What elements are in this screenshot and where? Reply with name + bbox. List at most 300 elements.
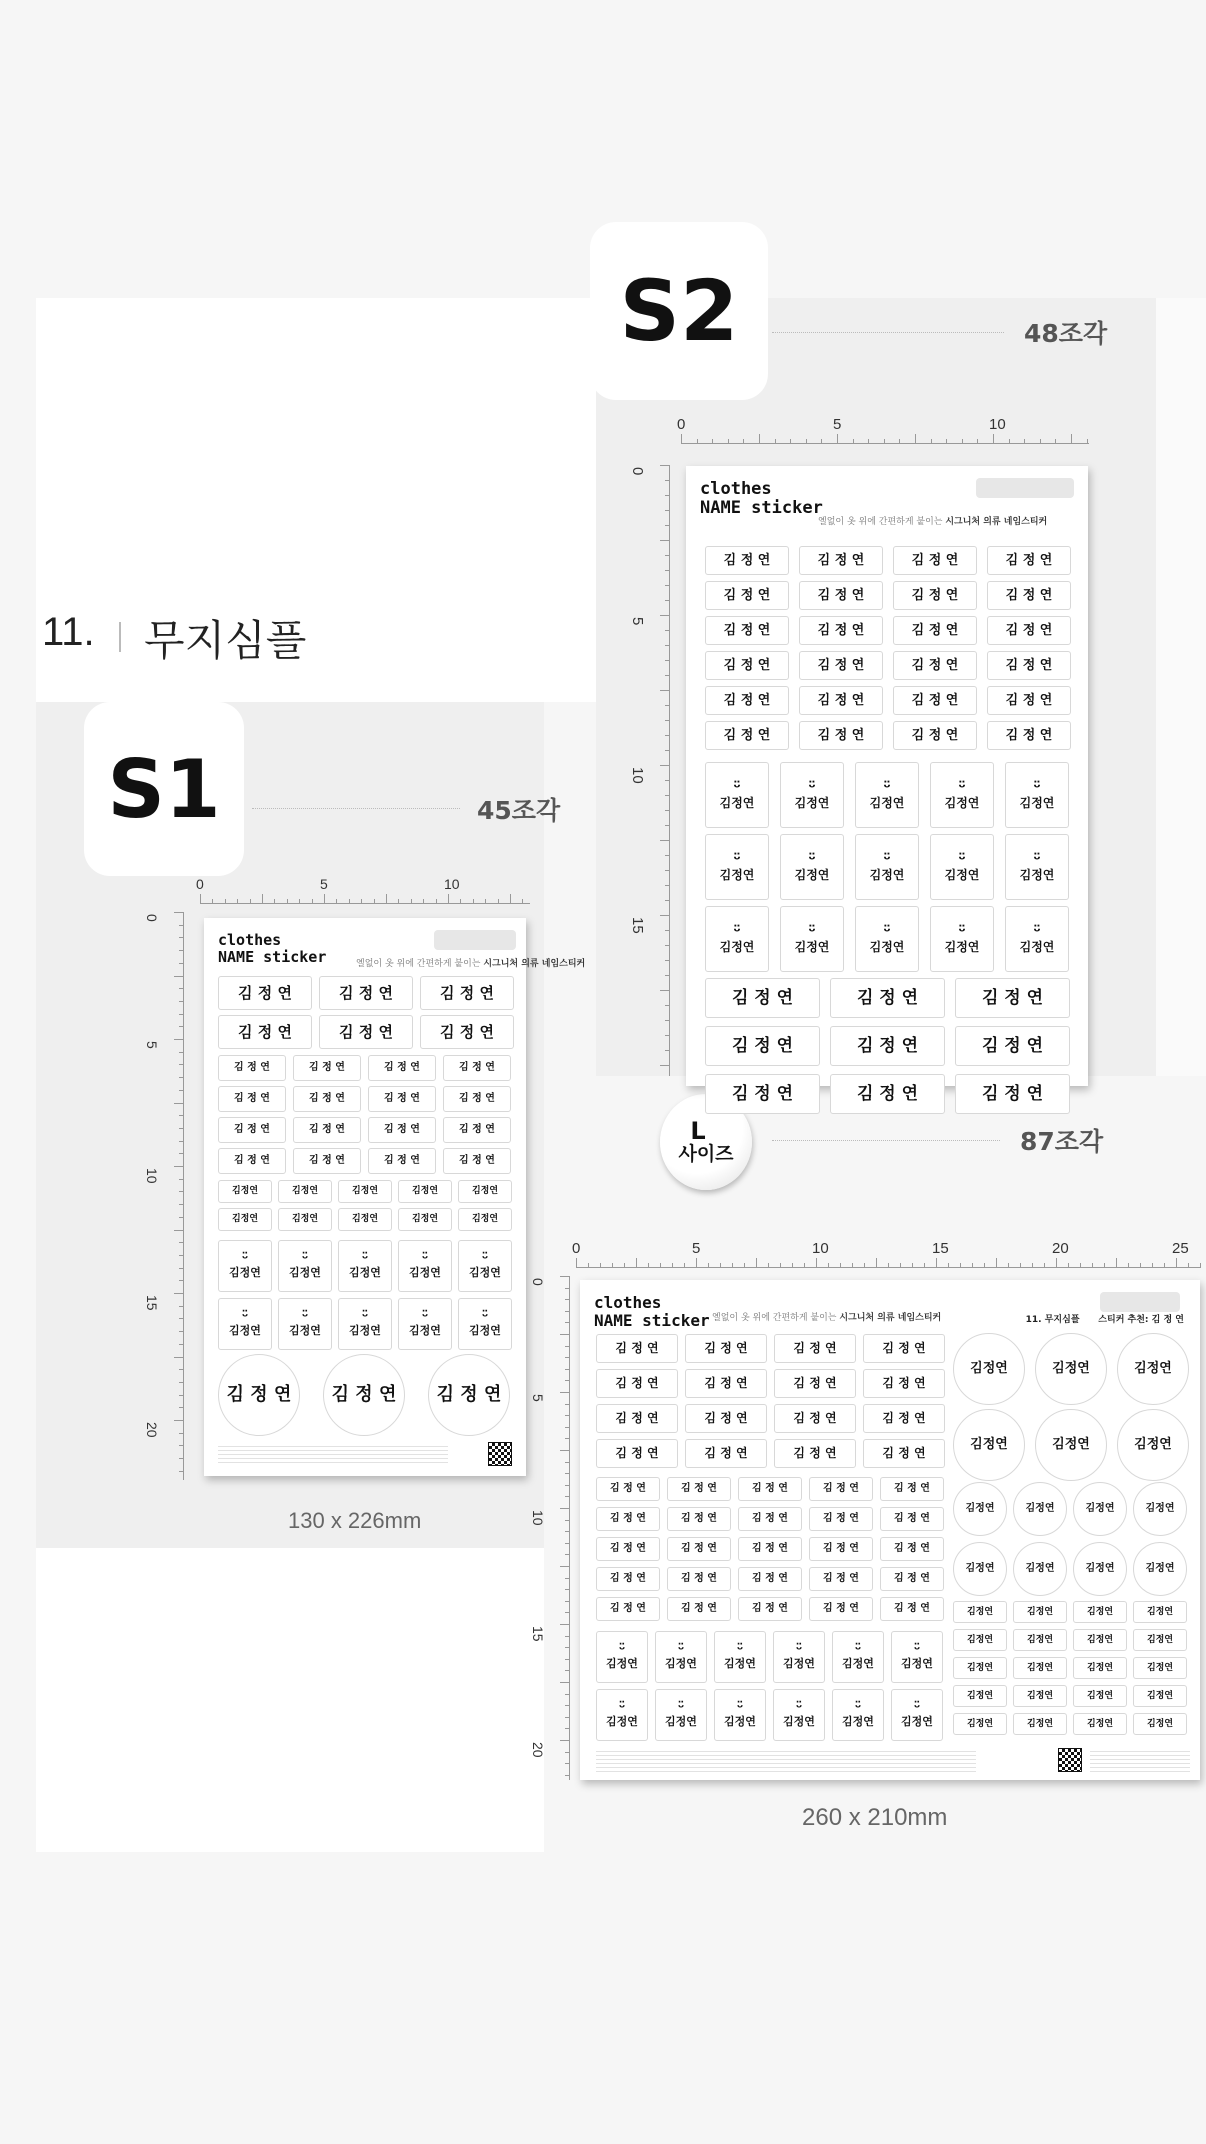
ruler-label: 25 xyxy=(1172,1240,1189,1257)
ruler-tick xyxy=(565,1543,570,1544)
sticker-name: 김 정 연 xyxy=(911,727,959,743)
ruler-tick xyxy=(732,1263,733,1268)
ruler-tick xyxy=(565,1775,570,1776)
ruler-tick xyxy=(179,1191,184,1192)
name-sticker xyxy=(953,1657,1007,1679)
sticker-name: 김정연 xyxy=(469,1324,501,1338)
ruler-tick xyxy=(179,1026,184,1027)
name-sticker xyxy=(880,1597,944,1621)
round-name-sticker xyxy=(1013,1542,1067,1596)
sticker-name: 김정연 xyxy=(1086,1690,1114,1701)
ruler-label: 15 xyxy=(530,1626,546,1642)
name-sticker xyxy=(809,1477,873,1501)
sticker-name: 김정연 xyxy=(966,1662,994,1673)
sticker-name: 김 정 연 xyxy=(681,1513,717,1524)
name-sticker xyxy=(596,1439,678,1468)
smile-icon: ᵕ̈ xyxy=(1033,921,1041,941)
name-sticker xyxy=(705,1074,820,1114)
ruler-tick xyxy=(665,930,670,931)
sticker-name: 김 정 연 xyxy=(610,1543,646,1554)
name-sticker xyxy=(955,1026,1070,1066)
ruler-tick xyxy=(576,1258,577,1268)
ruler-tick xyxy=(665,705,670,706)
name-sticker xyxy=(863,1404,945,1433)
sticker-name: 김 정 연 xyxy=(752,1513,788,1524)
smile-name-sticker xyxy=(1005,834,1069,900)
ruler-tick xyxy=(1071,434,1072,444)
sticker-name: 김정연 xyxy=(1026,1690,1054,1701)
smile-name-sticker xyxy=(278,1240,332,1292)
ruler-label: 20 xyxy=(1052,1240,1069,1257)
round-name-sticker xyxy=(953,1409,1025,1481)
sticker-name: 김정연 xyxy=(965,1503,995,1514)
ruler-tick xyxy=(660,615,670,616)
smile-icon: ᵕ̈ xyxy=(241,1309,249,1326)
name-sticker xyxy=(893,616,977,645)
name-sticker xyxy=(705,581,789,610)
sticker-name: 김 정 연 xyxy=(1005,622,1053,638)
name-sticker xyxy=(458,1208,512,1231)
ruler-tick xyxy=(174,1420,184,1421)
smile-icon: ᵕ̈ xyxy=(958,849,966,869)
l-left-ruler xyxy=(530,1276,570,1780)
ruler-tick xyxy=(821,439,822,444)
ruler-tick xyxy=(660,765,670,766)
sticker-name: 김 정 연 xyxy=(723,727,771,743)
smile-name-sticker xyxy=(398,1298,452,1350)
sticker-name: 김정연 xyxy=(1146,1718,1174,1729)
ruler-tick xyxy=(565,1554,570,1555)
sticker-name: 김 정 연 xyxy=(309,1155,345,1166)
qr-code-icon xyxy=(488,1442,512,1466)
ruler-tick xyxy=(179,950,184,951)
sticker-name: 김정연 xyxy=(966,1718,994,1729)
ruler-tick xyxy=(1140,1263,1141,1268)
sticker-name: 김 정 연 xyxy=(817,727,865,743)
name-sticker xyxy=(809,1537,873,1561)
ruler-tick xyxy=(485,899,486,904)
sheet-title-line2: NAME sticker xyxy=(218,948,327,966)
name-sticker xyxy=(987,546,1071,575)
smile-icon: ᵕ̈ xyxy=(733,777,741,797)
ruler-tick xyxy=(665,1020,670,1021)
ruler-tick xyxy=(565,1670,570,1671)
name-sticker xyxy=(368,1148,436,1174)
smile-icon: ᵕ̈ xyxy=(677,1700,685,1717)
s2-badge xyxy=(590,222,768,400)
ruler-tick xyxy=(565,1346,570,1347)
sticker-name: 김 정 연 xyxy=(610,1573,646,1584)
ruler-label: 5 xyxy=(530,1394,546,1402)
name-sticker xyxy=(1133,1629,1187,1651)
ruler-tick xyxy=(565,1496,570,1497)
sticker-name: 김정연 xyxy=(1146,1690,1174,1701)
name-sticker xyxy=(420,976,514,1010)
ruler-tick xyxy=(665,855,670,856)
ruler-tick xyxy=(665,900,670,901)
name-sticker xyxy=(667,1567,731,1591)
ruler-tick xyxy=(665,885,670,886)
sheet-description-bold: 시그니처 의류 네임스티커 xyxy=(945,517,1048,527)
sticker-name: 김정연 xyxy=(665,1715,697,1729)
smile-icon: ᵕ̈ xyxy=(241,1251,249,1268)
ruler-tick xyxy=(565,1601,570,1602)
sticker-name: 김 정 연 xyxy=(681,1543,717,1554)
ruler-tick xyxy=(565,1380,570,1381)
l-size-label: 260 x 210mm xyxy=(802,1804,948,1831)
name-sticker xyxy=(863,1334,945,1363)
ruler-tick xyxy=(1068,1263,1069,1268)
name-sticker xyxy=(799,721,883,750)
ruler-tick xyxy=(565,1357,570,1358)
sticker-name: 김 정 연 xyxy=(894,1543,930,1554)
sticker-name: 김 정 연 xyxy=(234,1155,270,1166)
smile-name-sticker xyxy=(891,1631,943,1683)
ruler-tick xyxy=(560,1276,570,1277)
s1-left-ruler xyxy=(144,912,184,1480)
name-sticker xyxy=(1073,1713,1127,1735)
name-sticker xyxy=(830,1074,945,1114)
ruler-tick xyxy=(728,439,729,444)
ruler-tick xyxy=(565,1636,570,1637)
ruler-tick xyxy=(179,1331,184,1332)
sticker-name: 김정연 xyxy=(1134,1437,1172,1453)
ruler-tick xyxy=(768,1263,769,1268)
ruler-tick xyxy=(179,1344,184,1345)
round-name-sticker xyxy=(1133,1542,1187,1596)
sticker-name: 김 정 연 xyxy=(894,1513,930,1524)
ruler-tick xyxy=(1188,1263,1189,1268)
sticker-name: 김정연 xyxy=(869,939,905,954)
ruler-tick xyxy=(1020,1263,1021,1268)
ruler-tick xyxy=(250,899,251,904)
smile-name-sticker xyxy=(930,834,994,900)
name-sticker xyxy=(1073,1601,1127,1623)
sticker-name: 김 정 연 xyxy=(731,1035,794,1056)
name-sticker xyxy=(596,1404,678,1433)
name-sticker xyxy=(1133,1657,1187,1679)
ruler-tick xyxy=(636,1258,637,1268)
sticker-name: 김 정 연 xyxy=(309,1093,345,1104)
smile-name-sticker xyxy=(218,1240,272,1292)
ruler-tick xyxy=(565,1763,570,1764)
name-sticker xyxy=(596,1477,660,1501)
ruler-label: 15 xyxy=(932,1240,949,1257)
smile-name-sticker xyxy=(780,906,844,972)
name-sticker xyxy=(738,1537,802,1561)
ruler-tick xyxy=(993,434,994,444)
ruler-tick xyxy=(665,960,670,961)
sticker-name: 김 정 연 xyxy=(339,1023,393,1041)
s1-top-ruler xyxy=(196,876,530,904)
sticker-name: 김정연 xyxy=(409,1266,441,1280)
sticker-name: 김정연 xyxy=(869,867,905,882)
smile-name-sticker xyxy=(891,1689,943,1741)
smile-icon: ᵕ̈ xyxy=(361,1251,369,1268)
smile-icon: ᵕ̈ xyxy=(421,1309,429,1326)
name-sticker xyxy=(863,1369,945,1398)
ruler-tick xyxy=(522,899,523,904)
ruler-tick xyxy=(560,1334,570,1335)
name-sticker xyxy=(987,616,1071,645)
round-name-sticker xyxy=(953,1333,1025,1405)
ruler-tick xyxy=(665,795,670,796)
ruler-tick xyxy=(473,899,474,904)
smile-icon: ᵕ̈ xyxy=(883,921,891,941)
ruler-tick xyxy=(672,1263,673,1268)
name-sticker xyxy=(705,1026,820,1066)
sticker-name: 김정연 xyxy=(1026,1606,1054,1617)
smile-icon: ᵕ̈ xyxy=(421,1251,429,1268)
ruler-tick xyxy=(179,1306,184,1307)
sticker-name: 김정연 xyxy=(1052,1361,1090,1377)
ruler-tick xyxy=(423,899,424,904)
ruler-tick xyxy=(660,690,670,691)
ruler-tick xyxy=(374,899,375,904)
sheet-title-line1: clothes xyxy=(594,1293,662,1312)
ruler-tick xyxy=(560,1392,570,1393)
smile-icon: ᵕ̈ xyxy=(736,1642,744,1659)
blurred-label xyxy=(434,930,516,950)
ruler-tick xyxy=(565,1705,570,1706)
ruler-tick xyxy=(972,1263,973,1268)
name-sticker xyxy=(880,1477,944,1501)
sticker-name: 김정연 xyxy=(901,1657,933,1671)
s2-left-ruler xyxy=(629,465,670,1076)
ruler-tick xyxy=(743,439,744,444)
ruler-tick xyxy=(665,975,670,976)
sticker-name: 김정연 xyxy=(1026,1634,1054,1645)
section-divider xyxy=(119,622,121,652)
sticker-name: 김정연 xyxy=(1086,1606,1114,1617)
ruler-tick xyxy=(179,1280,184,1281)
ruler-tick xyxy=(565,1694,570,1695)
name-sticker xyxy=(1013,1629,1067,1651)
name-sticker xyxy=(809,1597,873,1621)
sticker-name: 김 정 연 xyxy=(615,1446,659,1461)
name-sticker xyxy=(293,1148,361,1174)
ruler-tick xyxy=(179,1458,184,1459)
name-sticker xyxy=(218,1148,286,1174)
ruler-tick xyxy=(996,1258,997,1268)
name-sticker xyxy=(705,978,820,1018)
name-sticker xyxy=(738,1597,802,1621)
ruler-tick xyxy=(312,899,313,904)
name-sticker xyxy=(443,1055,511,1081)
name-sticker xyxy=(319,976,413,1010)
sticker-name: 김 정 연 xyxy=(793,1411,837,1426)
round-name-sticker xyxy=(1117,1409,1189,1481)
sticker-name: 김정연 xyxy=(471,1214,499,1225)
ruler-tick xyxy=(179,1077,184,1078)
ruler-tick xyxy=(174,1357,184,1358)
name-sticker xyxy=(1073,1629,1127,1651)
s1-badge-label: S1 xyxy=(107,742,221,836)
smile-name-sticker xyxy=(780,762,844,828)
ruler-tick xyxy=(924,1263,925,1268)
smile-name-sticker xyxy=(458,1298,512,1350)
sticker-name: 김 정 연 xyxy=(440,984,494,1002)
name-sticker xyxy=(218,1015,312,1049)
s2-leader-line xyxy=(772,332,1004,333)
sticker-name: 김 정 연 xyxy=(1005,587,1053,603)
sticker-name: 김 정 연 xyxy=(226,1384,292,1406)
smile-name-sticker xyxy=(855,906,919,972)
name-sticker xyxy=(368,1055,436,1081)
name-sticker xyxy=(667,1477,731,1501)
sticker-name: 김 정 연 xyxy=(238,984,292,1002)
sheet-description-bold: 시그니처 의류 네임스티커 xyxy=(483,959,586,969)
smile-icon: ᵕ̈ xyxy=(1033,777,1041,797)
sticker-name: 김정연 xyxy=(1025,1563,1055,1574)
ruler-tick xyxy=(179,1382,184,1383)
round-name-sticker xyxy=(428,1354,510,1436)
ruler-tick xyxy=(179,1395,184,1396)
smile-icon: ᵕ̈ xyxy=(958,777,966,797)
sticker-name: 김정연 xyxy=(231,1214,259,1225)
ruler-tick xyxy=(179,1001,184,1002)
sticker-name: 김 정 연 xyxy=(610,1483,646,1494)
ruler-label: 0 xyxy=(144,914,160,922)
sticker-name: 김정연 xyxy=(229,1266,261,1280)
name-sticker xyxy=(293,1055,361,1081)
ruler-tick xyxy=(560,1450,570,1451)
blurred-label xyxy=(1100,1292,1180,1312)
sticker-name: 김 정 연 xyxy=(894,1603,930,1614)
smile-icon: ᵕ̈ xyxy=(808,849,816,869)
sticker-name: 김 정 연 xyxy=(793,1446,837,1461)
smile-icon: ᵕ̈ xyxy=(808,921,816,941)
ruler-tick xyxy=(565,1531,570,1532)
sticker-name: 김 정 연 xyxy=(856,1035,919,1056)
name-sticker xyxy=(218,1117,286,1143)
s2-badge-label: S2 xyxy=(619,262,739,360)
ruler-tick xyxy=(624,1263,625,1268)
blurred-label xyxy=(976,478,1074,498)
name-sticker xyxy=(987,581,1071,610)
ruler-tick xyxy=(560,1624,570,1625)
name-sticker xyxy=(705,651,789,680)
ruler-tick xyxy=(1008,1263,1009,1268)
name-sticker xyxy=(596,1507,660,1531)
ruler-tick xyxy=(460,899,461,904)
sticker-name: 김 정 연 xyxy=(752,1573,788,1584)
sticker-name: 김정연 xyxy=(794,867,830,882)
sticker-name: 김 정 연 xyxy=(723,587,771,603)
name-sticker xyxy=(685,1404,767,1433)
smile-name-sticker xyxy=(705,906,769,972)
ruler-tick xyxy=(1200,1263,1201,1268)
sticker-name: 김 정 연 xyxy=(817,657,865,673)
ruler-label: 10 xyxy=(144,1168,160,1184)
name-sticker xyxy=(1013,1713,1067,1735)
sticker-name: 김정연 xyxy=(719,939,755,954)
sheet-description-prefix: 옐없이 옷 위에 간편하게 붙이는 xyxy=(356,959,484,969)
sticker-name: 김정연 xyxy=(1052,1437,1090,1453)
name-sticker xyxy=(596,1567,660,1591)
ruler-tick xyxy=(179,988,184,989)
ruler-tick xyxy=(648,1263,649,1268)
ruler-tick xyxy=(565,1299,570,1300)
sticker-name: 김 정 연 xyxy=(723,622,771,638)
sticker-name: 김 정 연 xyxy=(331,1384,397,1406)
sticker-name: 김 정 연 xyxy=(823,1573,859,1584)
smile-name-sticker xyxy=(458,1240,512,1292)
round-name-sticker xyxy=(218,1354,300,1436)
sticker-name: 김정연 xyxy=(411,1214,439,1225)
ruler-tick xyxy=(565,1311,570,1312)
name-sticker xyxy=(218,1208,272,1231)
smile-icon: ᵕ̈ xyxy=(883,849,891,869)
sticker-name: 김 정 연 xyxy=(459,1093,495,1104)
sticker-name: 김정연 xyxy=(1026,1662,1054,1673)
sticker-name: 김정연 xyxy=(1086,1662,1114,1673)
s1-badge xyxy=(84,702,244,876)
sticker-name: 김 정 연 xyxy=(752,1483,788,1494)
ruler-tick xyxy=(712,439,713,444)
ruler-label: 15 xyxy=(144,1295,160,1311)
smile-name-sticker xyxy=(714,1631,766,1683)
sticker-name: 김 정 연 xyxy=(793,1376,837,1391)
sticker-name: 김정연 xyxy=(1146,1606,1174,1617)
sticker-name: 김 정 연 xyxy=(234,1124,270,1135)
ruler-tick xyxy=(665,675,670,676)
ruler-tick xyxy=(565,1485,570,1486)
ruler-tick xyxy=(681,434,682,444)
ruler-tick xyxy=(565,1578,570,1579)
round-name-sticker xyxy=(323,1354,405,1436)
name-sticker xyxy=(738,1507,802,1531)
sticker-name: 김 정 연 xyxy=(882,1446,926,1461)
ruler-tick xyxy=(179,1318,184,1319)
ruler-tick xyxy=(665,570,670,571)
ruler-tick xyxy=(1176,1258,1177,1268)
ruler-tick xyxy=(565,1752,570,1753)
sticker-name: 김정연 xyxy=(719,795,755,810)
sticker-name: 김 정 연 xyxy=(238,1023,292,1041)
ruler-tick xyxy=(665,1035,670,1036)
ruler-tick xyxy=(984,1263,985,1268)
name-sticker xyxy=(774,1439,856,1468)
sticker-name: 김정연 xyxy=(724,1657,756,1671)
ruler-tick xyxy=(665,480,670,481)
name-sticker xyxy=(1013,1657,1067,1679)
sticker-name: 김정연 xyxy=(1146,1634,1174,1645)
name-sticker xyxy=(830,978,945,1018)
name-sticker xyxy=(987,686,1071,715)
sticker-name: 김 정 연 xyxy=(681,1603,717,1614)
ruler-label: 0 xyxy=(629,467,646,476)
name-sticker xyxy=(953,1629,1007,1651)
name-sticker xyxy=(953,1685,1007,1707)
name-sticker xyxy=(218,1180,272,1203)
sticker-name: 김정연 xyxy=(794,795,830,810)
sheet-fine-print xyxy=(218,1443,448,1465)
ruler-tick xyxy=(665,630,670,631)
ruler-tick xyxy=(1087,439,1088,444)
name-sticker xyxy=(987,651,1071,680)
ruler-label: 0 xyxy=(677,416,686,433)
smile-name-sticker xyxy=(655,1689,707,1741)
ruler-tick xyxy=(759,434,760,444)
sticker-name: 김정연 xyxy=(783,1657,815,1671)
smile-name-sticker xyxy=(832,1631,884,1683)
name-sticker xyxy=(955,1074,1070,1114)
ruler-tick xyxy=(1104,1263,1105,1268)
ruler-tick xyxy=(775,439,776,444)
ruler-tick xyxy=(756,1258,757,1268)
sheet-description-bold: 시그니처 의류 네임스티커 xyxy=(839,1313,942,1323)
